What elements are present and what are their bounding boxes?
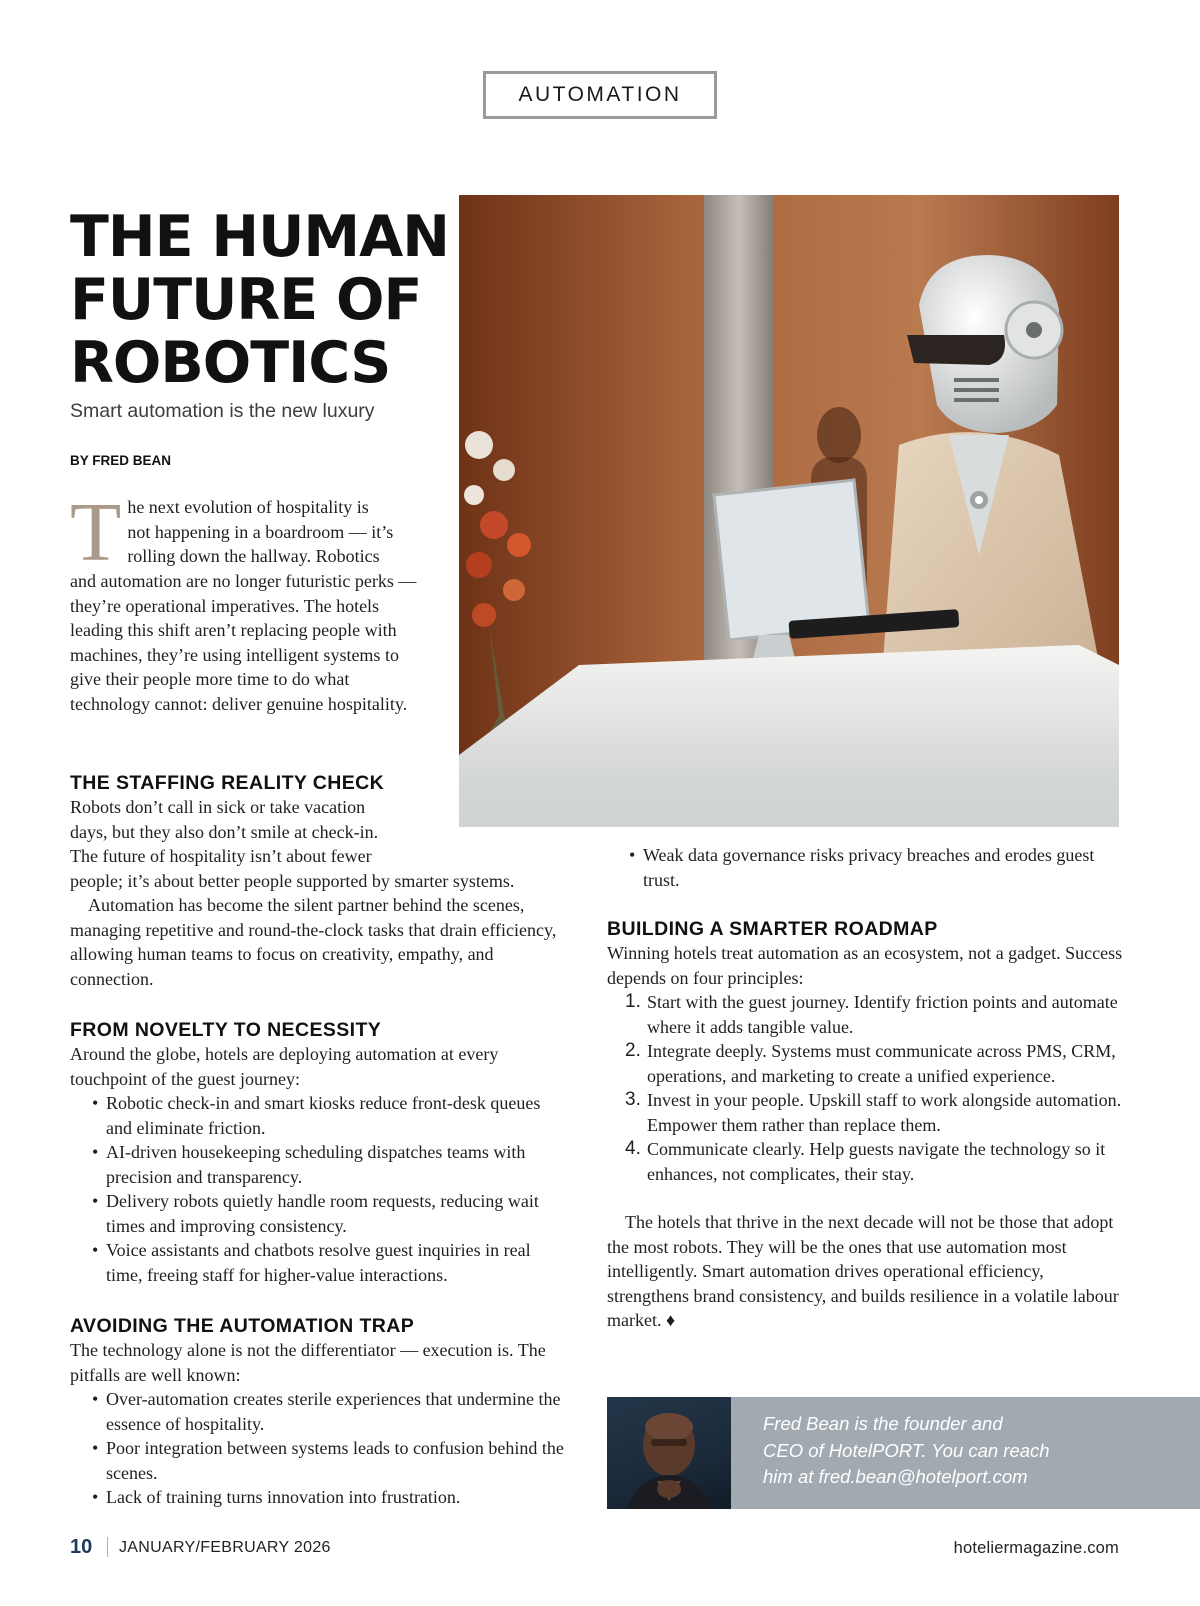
staffing-line-4: people; it’s about better people supported by smarter systems. [70,870,515,891]
list-item: 3. Invest in your people. Upskill staff to work alongside automation. Empower them rather than replace them. [625,1089,1122,1135]
byline: BY FRED BEAN [70,453,172,468]
intro-line-2: not happening in a boardroom — it’s [127,521,394,542]
author-portrait [607,1397,731,1509]
list-item: • Poor integration between systems leads to confusion behind the scenes. [70,1436,570,1485]
section-novelty [70,1018,570,1287]
headline-line-1: THE HUMAN [70,204,449,270]
list-item: • Delivery robots quietly handle room requests, reducing wait times and improving consistency. [70,1189,570,1238]
intro-line-1: he next evolution of hospitality is [127,497,369,517]
staffing-line-2: days, but they also don’t smile at check-in. [70,821,379,842]
trap-bullet-continued [607,843,1107,892]
section-staffing [70,771,570,991]
list-item: 2. Integrate deeply. Systems must communicate across PMS, CRM, operations, and marketing to create a unified experience. [625,1040,1116,1086]
section-trap [70,1314,570,1510]
list-item: 4. Communicate clearly. Help guests navigate the technology so it enhances, not complicates, their stay. [625,1138,1106,1184]
drop-cap: T [70,486,122,579]
trap-bullet-list [70,1387,570,1510]
list-item: • AI-driven housekeeping scheduling dispatches teams with precision and transparency. [70,1140,570,1189]
list-item: • Voice assistants and chatbots resolve guest inquiries in real time, freeing staff for higher-value interactions. [70,1238,570,1287]
trap-bullet-list-continued [607,843,1107,892]
website-link[interactable]: hoteliermagazine.com [953,1539,1119,1557]
trap-lead: The technology alone is not the differentiator — execution is. The pitfalls are well known: [70,1340,546,1385]
intro-rest: and automation are no longer futuristic perks — they’re operational imperatives. The hotels leading this shift aren’t replacing people with machines, they’re using intelligent systems to give their people more time to do what technology cannot: deliver genuine hospitality. [70,571,417,714]
section-roadmap [607,917,1127,1333]
staffing-line-3: The future of hospitality isn’t about fewer [70,846,372,866]
section-tag: AUTOMATION [483,71,717,119]
roadmap-lead: Winning hotels treat automation as an ecosystem, not a gadget. Success depends on four principles: [607,943,1123,988]
article-subtitle: Smart automation is the new luxury [70,400,375,422]
footer-divider [107,1537,108,1557]
page-number: 10 [70,1536,93,1558]
list-item: • Lack of training turns innovation into frustration. [70,1485,570,1510]
hero-robot-photo [459,195,1119,827]
list-item: • Over-automation creates sterile experiences that undermine the essence of hospitality. [70,1387,570,1436]
novelty-bullet-list [70,1091,570,1287]
issue-date: JANUARY/FEBRUARY 2026 [119,1539,331,1556]
novelty-lead: Around the globe, hotels are deploying automation at every touchpoint of the guest journey: [70,1044,499,1089]
article-headline [70,206,450,395]
author-bio-band [607,1397,1200,1509]
list-item: • Robotic check-in and smart kiosks reduce front-desk queues and eliminate friction. [70,1091,570,1140]
headline-line-2: FUTURE OF [70,267,422,333]
bio-line-1: Fred Bean is the founder and [763,1413,1003,1434]
bio-line-2: CEO of HotelPORT. You can reach [763,1439,1050,1461]
heading-staffing: THE STAFFING REALITY CHECK [70,772,385,794]
closing-paragraph: The hotels that thrive in the next decade will not be those that adopt the most robots. They will be the ones that use automation most intelligently. Smart automation drives operational efficiency, strengthens brand consistency, and builds resilience in a volatile labour market. ♦ [607,1212,1119,1330]
heading-novelty: FROM NOVELTY TO NECESSITY [70,1019,382,1041]
staffing-paragraph-2: Automation has become the silent partner behind the scenes, managing repetitive and round-the-clock tasks that drain efficiency, allowing human teams to focus on creativity, empathy, and connection. [70,895,557,989]
intro-paragraph [70,486,430,716]
author-bio-text [763,1411,1173,1491]
author-photo [607,1397,731,1509]
heading-trap: AVOIDING THE AUTOMATION TRAP [70,1315,415,1337]
intro-line-3: rolling down the hallway. Robotics [127,546,380,566]
heading-roadmap: BUILDING A SMARTER ROADMAP [607,918,938,940]
roadmap-numbered-list [607,990,1127,1186]
bio-line-3: him at fred.bean@hotelport.com [763,1466,1028,1487]
headline-line-3: ROBOTICS [70,330,391,396]
robot-illustration [459,195,1119,827]
staffing-line-1: Robots don’t call in sick or take vacation [70,797,366,817]
list-item: 1. Start with the guest journey. Identify friction points and automate where it adds tangible value. [625,991,1118,1037]
list-item: • Weak data governance risks privacy breaches and erodes guest trust. [607,843,1107,892]
